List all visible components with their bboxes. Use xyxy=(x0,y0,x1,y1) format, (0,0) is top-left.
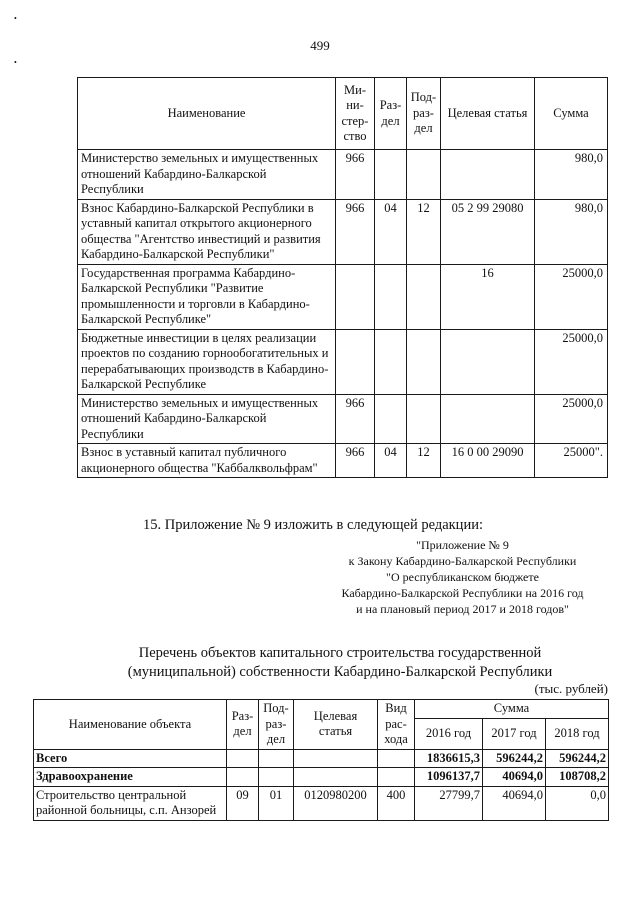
table-row xyxy=(78,394,608,444)
page-number: 499 xyxy=(310,38,330,53)
table-row xyxy=(34,768,609,787)
cell-section: 04 xyxy=(375,199,407,264)
cell-section: 09 xyxy=(227,786,259,820)
header-year-2016: 2016 год xyxy=(415,719,483,749)
cell-amount: 25000,0 xyxy=(535,394,608,444)
cell-amount: 25000". xyxy=(535,444,608,478)
cell-2016: 1096137,7 xyxy=(415,768,483,787)
table-row xyxy=(34,749,609,768)
appendix-line: Кабардино-Балкарской Республики на 2016 год xyxy=(341,586,584,600)
cell-target xyxy=(294,749,378,768)
cell-expense-type: 400 xyxy=(378,786,415,820)
cell-section: 04 xyxy=(375,444,407,478)
cell-target: 16 xyxy=(441,264,535,329)
cell-target xyxy=(441,394,535,444)
table-row xyxy=(78,264,608,329)
cell-target: 16 0 00 29090 xyxy=(441,444,535,478)
cell-name: Всего xyxy=(34,749,227,768)
cell-expense-type xyxy=(378,749,415,768)
cell-subsection: 12 xyxy=(407,444,441,478)
table-header-row xyxy=(34,700,609,719)
cell-subsection: 01 xyxy=(259,786,294,820)
cell-subsection xyxy=(407,329,441,394)
header-name: Наименование объекта xyxy=(34,700,227,750)
table-row xyxy=(78,329,608,394)
cell-2017: 40694,0 xyxy=(483,786,546,820)
title-line: Перечень объектов капитального строительства государственной xyxy=(138,645,542,661)
table-row xyxy=(78,444,608,478)
cell-target: 05 2 99 29080 xyxy=(441,199,535,264)
cell-2017: 596244,2 xyxy=(483,749,546,768)
header-subsection: Под- раз- дел xyxy=(407,78,441,150)
margin-mark: • xyxy=(14,14,17,23)
cell-name: Здравоохранение xyxy=(34,768,227,787)
cell-target xyxy=(441,329,535,394)
cell-amount: 980,0 xyxy=(535,199,608,264)
cell-2018: 0,0 xyxy=(546,786,609,820)
cell-subsection xyxy=(259,768,294,787)
cell-2018: 108708,2 xyxy=(546,768,609,787)
margin-mark: • xyxy=(14,58,17,67)
cell-target xyxy=(441,150,535,200)
header-section: Раз- дел xyxy=(227,700,259,750)
header-sum: Сумма xyxy=(415,700,609,719)
cell-subsection xyxy=(407,264,441,329)
cell-ministry: 966 xyxy=(336,199,375,264)
cell-subsection xyxy=(407,150,441,200)
header-target: Целевая статья xyxy=(294,700,378,750)
cell-2016: 1836615,3 xyxy=(415,749,483,768)
header-subsection: Под- раз- дел xyxy=(259,700,294,750)
cell-name: Министерство земельных и имущественных отношений Кабардино-Балкарской Республики xyxy=(78,150,336,200)
construction-objects-table xyxy=(33,699,609,821)
appendix-line: к Закону Кабардино-Балкарской Республики xyxy=(348,554,577,568)
appendix-line: "Приложение № 9 xyxy=(416,538,509,552)
header-year-2017: 2017 год xyxy=(483,719,546,749)
header-section: Раз- дел xyxy=(375,78,407,150)
appendix-line: "О республиканском бюджете xyxy=(386,570,539,584)
cell-ministry xyxy=(336,264,375,329)
budget-allocation-table xyxy=(77,77,608,478)
amendment-heading: 15. Приложение № 9 изложить в следующей редакции: xyxy=(143,517,483,533)
cell-amount: 25000,0 xyxy=(535,329,608,394)
cell-section xyxy=(375,329,407,394)
cell-target xyxy=(294,768,378,787)
header-ministry: Ми- ни- стер- ство xyxy=(336,78,375,150)
cell-name: Государственная программа Кабардино-Балкарской Республики "Развитие промышленности и торговли в Кабардино-Балкарской Республике" xyxy=(78,264,336,329)
cell-target: 0120980200 xyxy=(294,786,378,820)
header-target: Целевая статья xyxy=(441,78,535,150)
table-row xyxy=(34,786,609,820)
title-line: (муниципальной) собственности Кабардино-Балкарской Республики xyxy=(127,664,553,680)
appendix-header xyxy=(300,537,625,617)
cell-subsection xyxy=(259,749,294,768)
cell-subsection: 12 xyxy=(407,199,441,264)
header-expense-type: Вид рас- хода xyxy=(378,700,415,750)
cell-2018: 596244,2 xyxy=(546,749,609,768)
table-row xyxy=(78,199,608,264)
cell-ministry: 966 xyxy=(336,394,375,444)
header-amount: Сумма xyxy=(535,78,608,150)
cell-name: Министерство земельных и имущественных отношений Кабардино-Балкарской Республики xyxy=(78,394,336,444)
table2-title xyxy=(95,644,585,682)
cell-ministry xyxy=(336,329,375,394)
cell-amount: 25000,0 xyxy=(535,264,608,329)
header-year-2018: 2018 год xyxy=(546,719,609,749)
cell-ministry: 966 xyxy=(336,150,375,200)
cell-name: Взнос в уставный капитал публичного акционерного общества "Каббалквольфрам" xyxy=(78,444,336,478)
appendix-line: и на плановый период 2017 и 2018 годов" xyxy=(356,602,569,616)
cell-ministry: 966 xyxy=(336,444,375,478)
units-label: (тыс. рублей) xyxy=(534,681,608,696)
cell-name: Бюджетные инвестиции в целях реализации проектов по созданию горнообогатительных и перерабатывающих производств в Кабардино-Балкарской Республике xyxy=(78,329,336,394)
table-header-row xyxy=(78,78,608,150)
cell-2016: 27799,7 xyxy=(415,786,483,820)
cell-name: Строительство центральной районной больницы, с.п. Анзорей xyxy=(34,786,227,820)
cell-amount: 980,0 xyxy=(535,150,608,200)
cell-subsection xyxy=(407,394,441,444)
cell-name: Взнос Кабардино-Балкарской Республики в уставный капитал открытого акционерного общества "Агентство инвестиций и развития Кабардино-Балкарской Республики" xyxy=(78,199,336,264)
table-row xyxy=(78,150,608,200)
cell-section xyxy=(375,394,407,444)
header-name: Наименование xyxy=(78,78,336,150)
cell-section xyxy=(227,768,259,787)
cell-expense-type xyxy=(378,768,415,787)
cell-section xyxy=(375,150,407,200)
cell-section xyxy=(227,749,259,768)
cell-2017: 40694,0 xyxy=(483,768,546,787)
cell-section xyxy=(375,264,407,329)
